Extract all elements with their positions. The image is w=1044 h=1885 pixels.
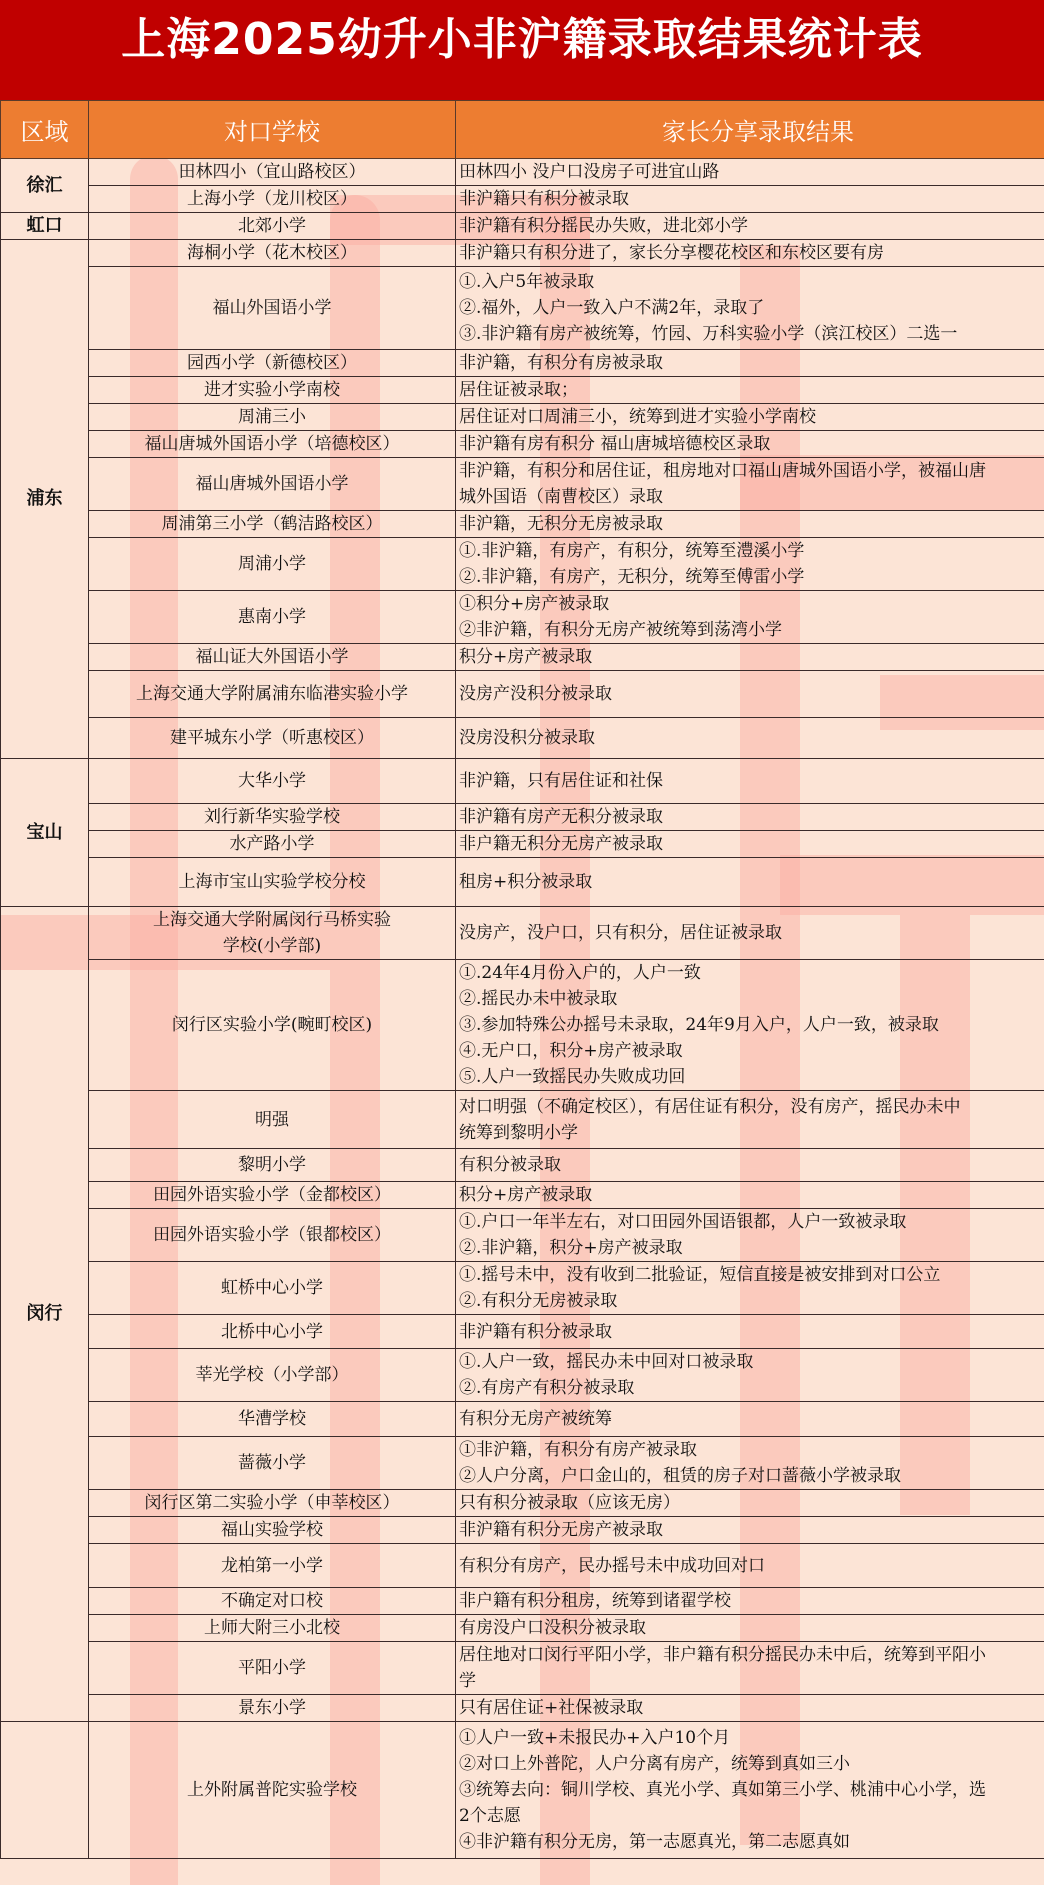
- result-line: 非沪籍有积分无房产被录取: [459, 1520, 663, 1540]
- table-row: [1, 591, 1044, 644]
- school-cell: 福山唐城外国语小学: [89, 458, 456, 511]
- header-row: [1, 101, 1044, 159]
- school-cell: 福山证大外国语小学: [89, 644, 456, 671]
- result-cell: [456, 267, 1044, 350]
- school-cell: [89, 907, 456, 960]
- school-cell: 虹桥中心小学: [89, 1262, 456, 1315]
- result-cell: [456, 1642, 1044, 1695]
- result-line: 只有积分被录取（应该无房）: [459, 1493, 680, 1513]
- result-line: 2个志愿: [459, 1806, 521, 1826]
- table-body: [1, 159, 1044, 1859]
- table-row: [1, 1402, 1044, 1437]
- result-line: 居住证被录取；: [459, 380, 578, 400]
- school-cell: 明强: [89, 1091, 456, 1149]
- result-cell: [456, 1517, 1044, 1544]
- result-line: ③.参加特殊公办摇号未录取，24年9月入户，人户一致，被录取: [459, 1015, 939, 1035]
- result-cell: [456, 759, 1044, 804]
- table-row: [1, 159, 1044, 186]
- result-cell: [456, 377, 1044, 404]
- result-line: ②.摇民办未中被录取: [459, 989, 618, 1009]
- school-cell: 周浦小学: [89, 538, 456, 591]
- school-cell: 海桐小学（花木校区）: [89, 240, 456, 267]
- table-row: [1, 1490, 1044, 1517]
- result-line: ②人户分离，户口金山的，租赁的房子对口蔷薇小学被录取: [459, 1466, 901, 1486]
- result-cell: [456, 159, 1044, 186]
- school-cell: 田园外语实验小学（金都校区）: [89, 1182, 456, 1209]
- result-line: ①.户口一年半左右，对口田园外国语银都，人户一致被录取: [459, 1212, 907, 1232]
- result-cell: [456, 907, 1044, 960]
- result-line: 居住证对口周浦三小，统筹到进才实验小学南校: [459, 407, 816, 427]
- school-cell: 周浦三小: [89, 404, 456, 431]
- result-line: 有积分有房产，民办摇号未中成功回对口: [459, 1555, 765, 1576]
- result-line: ①人户一致+未报民办+入户10个月: [459, 1728, 731, 1748]
- result-cell: [456, 1615, 1044, 1642]
- header-school: 对口学校: [89, 101, 456, 159]
- table-row: [1, 1262, 1044, 1315]
- result-line: ②非沪籍，有积分无房产被统筹到荡湾小学: [459, 620, 782, 640]
- result-line: 非沪籍只有积分被录取: [459, 189, 629, 209]
- table-row: [1, 804, 1044, 831]
- result-line: ①.人户一致，摇民办未中回对口被录取: [459, 1352, 754, 1372]
- result-cell: [456, 1091, 1044, 1149]
- table-row: [1, 1149, 1044, 1182]
- result-line: 非沪籍只有积分进了，家长分享樱花校区和东校区要有房: [459, 243, 884, 263]
- table-row: [1, 458, 1044, 511]
- result-line: 统筹到黎明小学: [459, 1122, 578, 1143]
- result-line: ①.摇号未中，没有收到二批验证，短信直接是被安排到对口公立: [459, 1265, 941, 1285]
- result-line: 租房+积分被录取: [459, 872, 593, 892]
- school-cell: 刘行新华实验学校: [89, 804, 456, 831]
- table-row: [1, 213, 1044, 240]
- table-row: [1, 858, 1044, 907]
- table-row: [1, 1437, 1044, 1490]
- school-line: 学校(小学部): [222, 936, 322, 956]
- table-row: [1, 1315, 1044, 1349]
- result-cell: [456, 1695, 1044, 1722]
- result-line: ④.无户口，积分+房产被录取: [459, 1041, 683, 1061]
- result-line: ①.24年4月份入户的，人户一致: [459, 963, 701, 983]
- table-row: [1, 1517, 1044, 1544]
- result-cell: [456, 458, 1044, 511]
- table-row: [1, 538, 1044, 591]
- school-cell: 闵行区第二实验小学（申莘校区）: [89, 1490, 456, 1517]
- result-line: 非沪籍有房有积分 福山唐城培德校区录取: [459, 434, 771, 454]
- table-row: [1, 759, 1044, 804]
- table-row: [1, 1209, 1044, 1262]
- result-line: 非沪籍，有积分和居住证，租房地对口福山唐城外国语小学，被福山唐: [459, 461, 986, 481]
- school-cell: 北郊小学: [89, 213, 456, 240]
- table-row: [1, 431, 1044, 458]
- result-line: ③统筹去向：铜川学校、真光小学、真如第三小学、桃浦中心小学，选: [459, 1780, 986, 1800]
- school-cell: 田林四小（宜山路校区）: [89, 159, 456, 186]
- school-cell: 华漕学校: [89, 1402, 456, 1437]
- school-cell: 惠南小学: [89, 591, 456, 644]
- result-cell: [456, 1262, 1044, 1315]
- school-cell: 闵行区实验小学(畹町校区): [89, 960, 456, 1091]
- region-cell: [1, 1722, 89, 1859]
- result-line: ②.有房产有积分被录取: [459, 1378, 635, 1398]
- result-line: ②.福外，人户一致入户不满2年，录取了: [459, 298, 765, 318]
- table-row: [1, 907, 1044, 960]
- result-cell: [456, 960, 1044, 1091]
- school-cell: 上海小学（龙川校区）: [89, 186, 456, 213]
- table-row: [1, 831, 1044, 858]
- result-cell: [456, 1209, 1044, 1262]
- region-cell: 宝山: [1, 759, 89, 907]
- school-cell: 上外附属普陀实验学校: [89, 1722, 456, 1859]
- table-row: [1, 1588, 1044, 1615]
- school-cell: 上海交通大学附属浦东临港实验小学: [89, 671, 456, 718]
- result-cell: [456, 404, 1044, 431]
- school-cell: 上师大附三小北校: [89, 1615, 456, 1642]
- school-cell: 田园外语实验小学（银都校区）: [89, 1209, 456, 1262]
- result-cell: [456, 1490, 1044, 1517]
- school-line: 上海交通大学附属闵行马桥实验: [153, 910, 391, 930]
- school-cell: 大华小学: [89, 759, 456, 804]
- result-line: 非沪籍，有积分有房被录取: [459, 353, 663, 373]
- school-cell: 景东小学: [89, 1695, 456, 1722]
- result-line: 田林四小 没户口没房子可进宜山路: [459, 162, 720, 182]
- table-row: [1, 186, 1044, 213]
- school-cell: 进才实验小学南校: [89, 377, 456, 404]
- table-row: [1, 404, 1044, 431]
- result-line: 有积分无房产被统筹: [459, 1409, 612, 1429]
- result-cell: [456, 350, 1044, 377]
- result-line: 非户籍无积分无房产被录取: [459, 834, 663, 854]
- table-row: [1, 267, 1044, 350]
- school-cell: 不确定对口校: [89, 1588, 456, 1615]
- result-line: ②对口上外普陀，人户分离有房产，统筹到真如三小: [459, 1754, 850, 1774]
- result-line: 非沪籍有积分被录取: [459, 1321, 612, 1342]
- result-cell: [456, 591, 1044, 644]
- result-line: 有积分被录取: [459, 1155, 561, 1175]
- school-cell: 水产路小学: [89, 831, 456, 858]
- result-line: 积分+房产被录取: [459, 1185, 593, 1205]
- region-cell: 闵行: [1, 907, 89, 1722]
- result-line: ②.有积分无房被录取: [459, 1291, 618, 1311]
- result-cell: [456, 1722, 1044, 1859]
- school-cell: 龙柏第一小学: [89, 1544, 456, 1588]
- school-cell: 福山外国语小学: [89, 267, 456, 350]
- table-row: [1, 511, 1044, 538]
- result-cell: [456, 671, 1044, 718]
- header-result: 家长分享录取结果: [456, 101, 1044, 159]
- result-cell: [456, 240, 1044, 267]
- result-line: 有房没户口没积分被录取: [459, 1618, 646, 1638]
- table-row: [1, 1722, 1044, 1859]
- result-line: ①.非沪籍，有房产，有积分，统筹至澧溪小学: [459, 541, 805, 561]
- result-line: 非沪籍有积分摇民办失败，进北郊小学: [459, 216, 748, 236]
- result-line: ①.入户5年被录取: [459, 272, 595, 292]
- table-row: [1, 1349, 1044, 1402]
- table-row: [1, 1091, 1044, 1149]
- result-line: ①积分+房产被录取: [459, 594, 610, 614]
- school-cell: 上海市宝山实验学校分校: [89, 858, 456, 907]
- admission-table: [0, 100, 1044, 1859]
- result-line: ②.非沪籍，积分+房产被录取: [459, 1238, 683, 1258]
- table-row: [1, 1544, 1044, 1588]
- table-row: [1, 644, 1044, 671]
- school-cell: 黎明小学: [89, 1149, 456, 1182]
- table-row: [1, 350, 1044, 377]
- school-cell: 周浦第三小学（鹤洁路校区）: [89, 511, 456, 538]
- result-line: 学: [459, 1671, 476, 1691]
- result-line: 居住地对口闵行平阳小学，非户籍有积分摇民办未中后，统筹到平阳小: [459, 1645, 986, 1665]
- school-cell: 建平城东小学（听惠校区）: [89, 718, 456, 759]
- table-row: [1, 671, 1044, 718]
- school-cell: 福山实验学校: [89, 1517, 456, 1544]
- result-line: 没房没积分被录取: [459, 728, 595, 748]
- result-line: ②.非沪籍，有房产，无积分，统筹至傅雷小学: [459, 567, 805, 587]
- result-cell: [456, 831, 1044, 858]
- result-cell: [456, 1544, 1044, 1588]
- table-row: [1, 1182, 1044, 1209]
- result-line: ①非沪籍，有积分有房产被录取: [459, 1440, 697, 1460]
- result-line: 没房产，没户口，只有积分，居住证被录取: [459, 923, 782, 943]
- result-cell: [456, 511, 1044, 538]
- result-cell: [456, 1315, 1044, 1349]
- table-row: [1, 1642, 1044, 1695]
- result-line: 积分+房产被录取: [459, 647, 593, 667]
- result-line: 只有居住证+社保被录取: [459, 1698, 644, 1718]
- result-cell: [456, 1588, 1044, 1615]
- result-cell: [456, 1402, 1044, 1437]
- result-cell: [456, 538, 1044, 591]
- school-cell: 北桥中心小学: [89, 1315, 456, 1349]
- table-row: [1, 1615, 1044, 1642]
- result-line: 没房产没积分被录取: [459, 684, 612, 704]
- table-row: [1, 240, 1044, 267]
- title-bar: [0, 0, 1044, 100]
- region-cell: 虹口: [1, 213, 89, 240]
- result-line: ⑤.人户一致摇民办失败成功回: [459, 1067, 686, 1087]
- school-cell: 平阳小学: [89, 1642, 456, 1695]
- result-cell: [456, 1349, 1044, 1402]
- result-line: 非沪籍有房产无积分被录取: [459, 807, 663, 827]
- result-line: 对口明强（不确定校区），有居住证有积分，没有房产，摇民办未中: [459, 1096, 961, 1117]
- result-cell: [456, 1437, 1044, 1490]
- school-cell: 园西小学（新德校区）: [89, 350, 456, 377]
- header-region: 区域: [1, 101, 89, 159]
- result-cell: [456, 718, 1044, 759]
- region-cell: 徐汇: [1, 159, 89, 213]
- result-cell: [456, 1149, 1044, 1182]
- result-line: 城外国语（南曹校区）录取: [459, 487, 663, 507]
- result-cell: [456, 213, 1044, 240]
- school-cell: 莘光学校（小学部）: [89, 1349, 456, 1402]
- table-row: [1, 718, 1044, 759]
- school-cell: 福山唐城外国语小学（培德校区）: [89, 431, 456, 458]
- result-cell: [456, 1182, 1044, 1209]
- result-cell: [456, 644, 1044, 671]
- region-cell: 浦东: [1, 240, 89, 759]
- table-row: [1, 960, 1044, 1091]
- result-line: 非沪籍，无积分无房被录取: [459, 514, 663, 534]
- school-cell: 蔷薇小学: [89, 1437, 456, 1490]
- table-row: [1, 1695, 1044, 1722]
- page-title: 上海2025幼升小非沪籍录取结果统计表: [121, 14, 923, 65]
- result-line: ③.非沪籍有房产被统筹，竹园、万科实验小学（滨江校区）二选一: [459, 324, 958, 344]
- result-cell: [456, 858, 1044, 907]
- result-cell: [456, 431, 1044, 458]
- table-row: [1, 377, 1044, 404]
- result-line: 非沪籍，只有居住证和社保: [459, 771, 663, 791]
- result-line: ④非沪籍有积分无房，第一志愿真光，第二志愿真如: [459, 1832, 850, 1852]
- result-cell: [456, 804, 1044, 831]
- result-line: 非户籍有积分租房，统筹到诸翟学校: [459, 1591, 731, 1611]
- result-cell: [456, 186, 1044, 213]
